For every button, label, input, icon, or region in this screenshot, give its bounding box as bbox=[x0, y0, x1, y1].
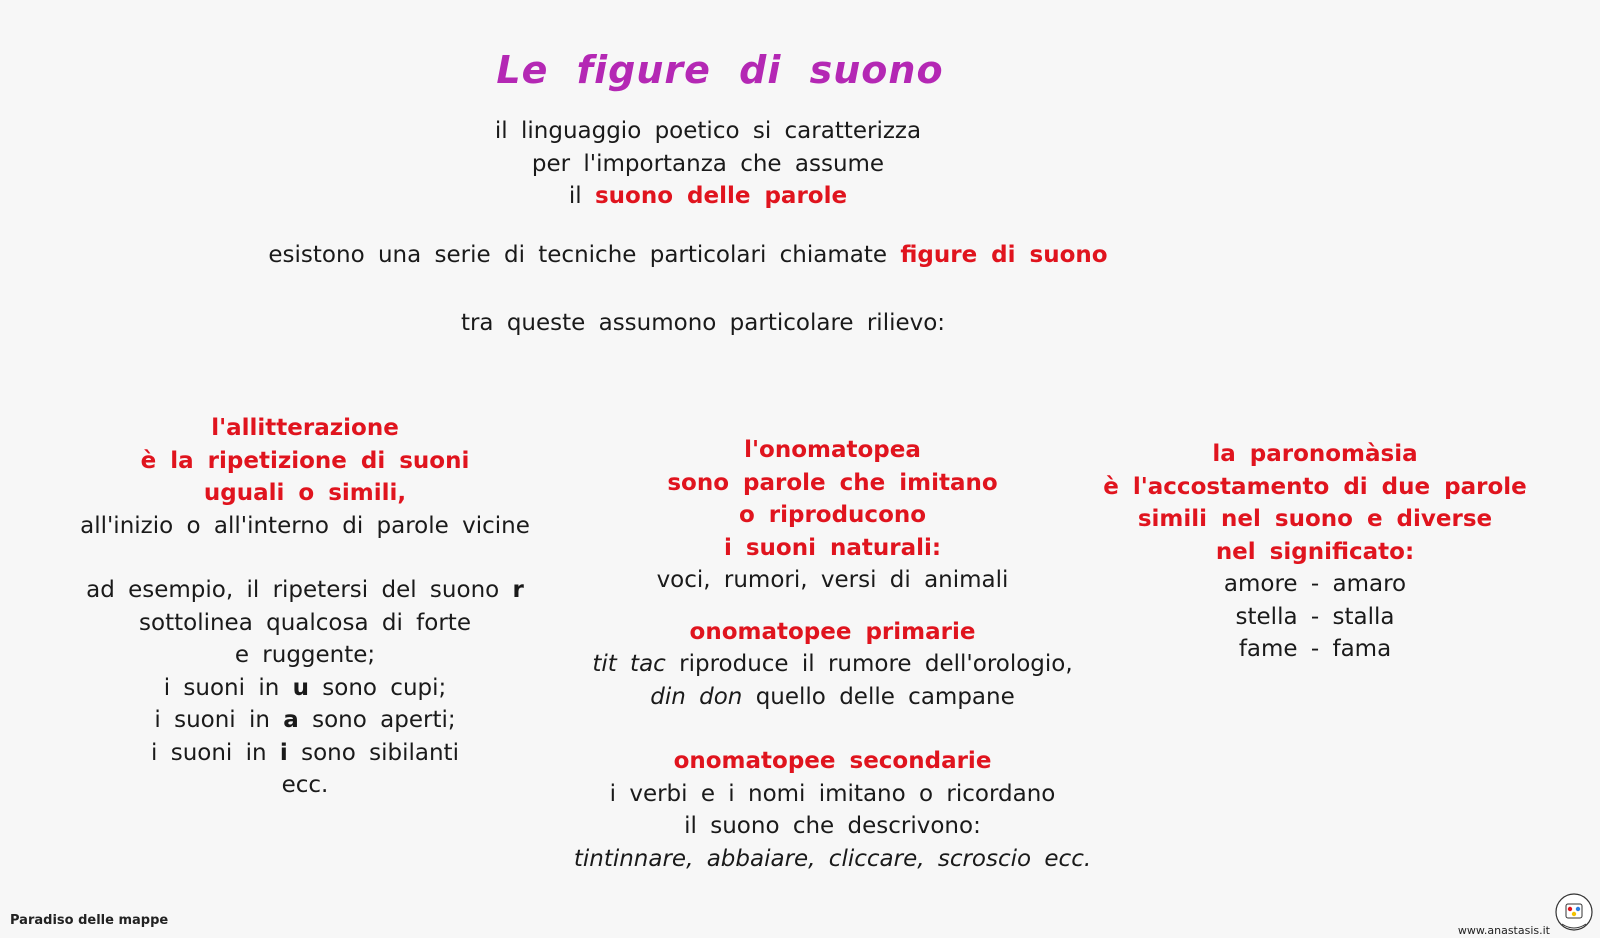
page-title: Le figure di suono bbox=[496, 48, 944, 92]
example-letter: r bbox=[512, 577, 524, 603]
allitterazione-def-2: uguali o simili, bbox=[203, 480, 407, 506]
paronomasia-example-2: stella - stalla bbox=[1235, 603, 1395, 630]
intro-line-3 bbox=[0, 180, 1416, 213]
onomatopea-def-1: sono parole che imitano bbox=[667, 469, 998, 496]
paronomasia-example-1: amore - amaro bbox=[1223, 571, 1407, 597]
suoni-a-post: sono aperti; bbox=[298, 707, 456, 733]
suoni-i-pre: i suoni in bbox=[151, 739, 280, 766]
onomatopea-def-3: i suoni naturali: bbox=[723, 534, 942, 561]
allitterazione-line: all'inizio o all'interno di parole vicine bbox=[80, 512, 530, 539]
suoni-a-line bbox=[20, 704, 590, 737]
secondarie-line-1: i verbi e i nomi imitano o ricordano bbox=[609, 780, 1056, 807]
intro-block bbox=[0, 115, 1416, 213]
allitterazione-example-1 bbox=[20, 574, 590, 607]
suoni-i-post: sono sibilanti bbox=[287, 739, 459, 766]
primarie-example-2: din don bbox=[650, 683, 743, 710]
rilievo-text: tra queste assumono particolare rilievo: bbox=[460, 310, 946, 336]
onomatopea-def-2: o riproducono bbox=[738, 502, 927, 528]
onomatopee-secondarie-title: onomatopee secondarie bbox=[673, 748, 992, 774]
primarie-text-1: riproduce il rumore dell'orologio, bbox=[665, 651, 1073, 677]
paronomasia-def-1: è l'accostamento di due parole bbox=[1103, 473, 1527, 500]
footer-url: www.anastasis.it bbox=[1457, 924, 1550, 937]
onomatopea-title: l'onomatopea bbox=[744, 437, 921, 463]
footer-credit: Paradiso delle mappe bbox=[10, 913, 169, 928]
intro-line-3-text: il bbox=[568, 183, 595, 209]
intro-line-2: per l'importanza che assume bbox=[531, 150, 885, 177]
primarie-line-2 bbox=[525, 681, 1140, 714]
suoni-u-post: sono cupi; bbox=[308, 674, 447, 701]
secondarie-line-2: il suono che descrivono: bbox=[684, 813, 981, 839]
primarie-text-2: quello delle campane bbox=[742, 683, 1015, 710]
secondarie-line-3: tintinnare, abbaiare, cliccare, scroscio ecc. bbox=[573, 845, 1092, 872]
example-text: ad esempio, il ripetersi del suono bbox=[86, 577, 513, 603]
allitterazione-title: l'allitterazione bbox=[211, 415, 399, 441]
allitterazione-ecc: ecc. bbox=[281, 772, 329, 798]
paronomasia-def-3: nel significato: bbox=[1215, 538, 1415, 565]
allitterazione-def-1: è la ripetizione di suoni bbox=[140, 447, 470, 474]
onomatopea-line: voci, rumori, versi di animali bbox=[656, 567, 1009, 593]
rilievo-line bbox=[0, 307, 1406, 340]
techniques-highlight: figure di suono bbox=[900, 242, 1108, 268]
intro-highlight: suono delle parole bbox=[594, 183, 848, 209]
allitterazione-example-3: e ruggente; bbox=[234, 642, 376, 668]
onomatopea-block bbox=[525, 434, 1140, 875]
paronomasia-example-3: fame - fama bbox=[1238, 636, 1392, 662]
spacer bbox=[20, 542, 590, 574]
onomatopee-primarie-title: onomatopee primarie bbox=[689, 618, 976, 645]
suoni-u-line bbox=[20, 672, 590, 705]
techniques-line bbox=[0, 239, 1376, 272]
paronomasia-def-2: simili nel suono e diverse bbox=[1137, 506, 1493, 532]
primarie-example-1: tit tac bbox=[592, 651, 666, 677]
suoni-u-pre: i suoni in bbox=[163, 674, 293, 701]
supermappe-logo-icon bbox=[1554, 892, 1594, 932]
suoni-u-letter: u bbox=[292, 674, 309, 701]
techniques-text: esistono una serie di tecniche particolari chiamate bbox=[268, 242, 901, 268]
suoni-i-letter: i bbox=[279, 739, 288, 766]
paronomasia-block bbox=[1060, 438, 1570, 666]
allitterazione-block bbox=[20, 412, 590, 802]
suoni-i-line bbox=[20, 737, 590, 770]
intro-line-1: il linguaggio poetico si caratterizza bbox=[494, 118, 922, 144]
suoni-a-letter: a bbox=[283, 707, 299, 733]
allitterazione-example-2: sottolinea qualcosa di forte bbox=[139, 609, 471, 636]
primarie-line-1 bbox=[525, 648, 1140, 681]
suoni-a-pre: i suoni in bbox=[154, 707, 284, 733]
paronomasia-title: la paronomàsia bbox=[1212, 441, 1418, 467]
